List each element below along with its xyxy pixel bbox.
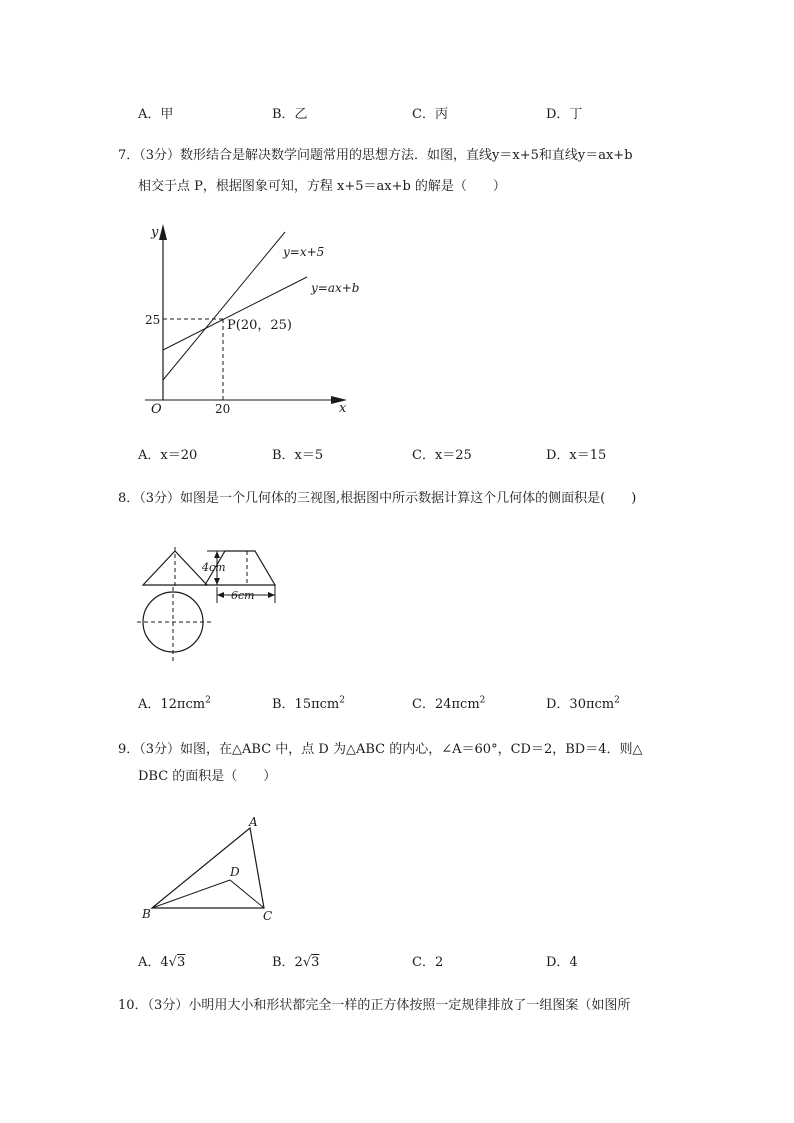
sqrt-symbol: √	[302, 955, 312, 970]
q10-stem-line1: 10．（3分）小明用大小和形状都完全一样的正方体按照一定规律排放了一组图案（如图所	[118, 998, 631, 1013]
q8-option-b: B．15πcm$^2$	[272, 695, 345, 712]
q6-option-d: D．丁	[546, 107, 583, 122]
line-y-ax-plus-b	[163, 277, 307, 350]
segment-bd	[152, 880, 230, 908]
q8-option-d: D．30πcm$^2$	[546, 695, 620, 712]
q9-stem-line1: 9．（3分）如图，在△ABC 中，点 D 为△ABC 的内心，∠A＝60°，CD＝2，BD＝4．则△	[118, 742, 643, 757]
q7-stem-line2: 相交于点 P，根据图象可知，方程 x+5＝ax+b 的解是（ ）	[138, 179, 506, 194]
line2-label: y=ax+b	[311, 281, 360, 295]
segment-cd	[230, 880, 264, 908]
q7-option-c: C．x＝25	[412, 448, 472, 463]
q7-graph-figure	[135, 222, 375, 422]
q9-triangle-figure	[140, 812, 290, 922]
q8-option-c: C．24πcm$^2$	[412, 695, 486, 712]
tick-25-label: 25	[145, 313, 161, 327]
point-p-label: P(20，25)	[227, 318, 292, 333]
width-label: 6cm	[231, 589, 255, 602]
x-axis-label: x	[339, 401, 347, 416]
origin-label: O	[151, 402, 162, 417]
y-axis-label: y	[151, 225, 159, 240]
q7-stem-line1: 7．（3分）数形结合是解决数学问题常用的思想方法．如图，直线y＝x+5和直线y＝ax+b	[118, 148, 633, 163]
q9-option-c: C．2	[412, 955, 444, 970]
q8-option-a: A．12πcm$^2$	[138, 695, 211, 712]
q6-option-b: B．乙	[272, 107, 308, 122]
q9-option-b: B．2√3	[272, 955, 320, 970]
height-label: 4cm	[202, 561, 226, 574]
vertex-b-label: B	[142, 907, 151, 921]
vertex-a-label: A	[249, 815, 258, 829]
vertex-c-label: C	[263, 909, 273, 923]
tick-20-label: 20	[215, 402, 231, 416]
sqrt-symbol: √	[168, 955, 177, 970]
q9-option-d: D．4	[546, 955, 578, 970]
triangle-abc	[152, 828, 264, 908]
q8-stem-line1: 8．（3分）如图是一个几何体的三视图,根据图中所示数据计算这个几何体的侧面积是( )	[118, 491, 637, 506]
line1-label: y=x+5	[283, 245, 325, 259]
point-d-label: D	[230, 865, 240, 879]
y-axis-arrow	[159, 224, 167, 240]
q8-three-view-figure	[135, 545, 295, 675]
q7-option-a: A．x＝20	[138, 448, 198, 463]
q9-option-a: A．4√3	[138, 955, 186, 970]
q7-option-d: D．x＝15	[546, 448, 607, 463]
q7-option-b: B．x＝5	[272, 448, 324, 463]
line-y-x-plus-5	[163, 232, 285, 380]
q6-option-a: A．甲	[138, 107, 174, 122]
q6-option-c: C．丙	[412, 107, 448, 122]
q9-stem-line2: DBC 的面积是（ ）	[138, 769, 277, 784]
